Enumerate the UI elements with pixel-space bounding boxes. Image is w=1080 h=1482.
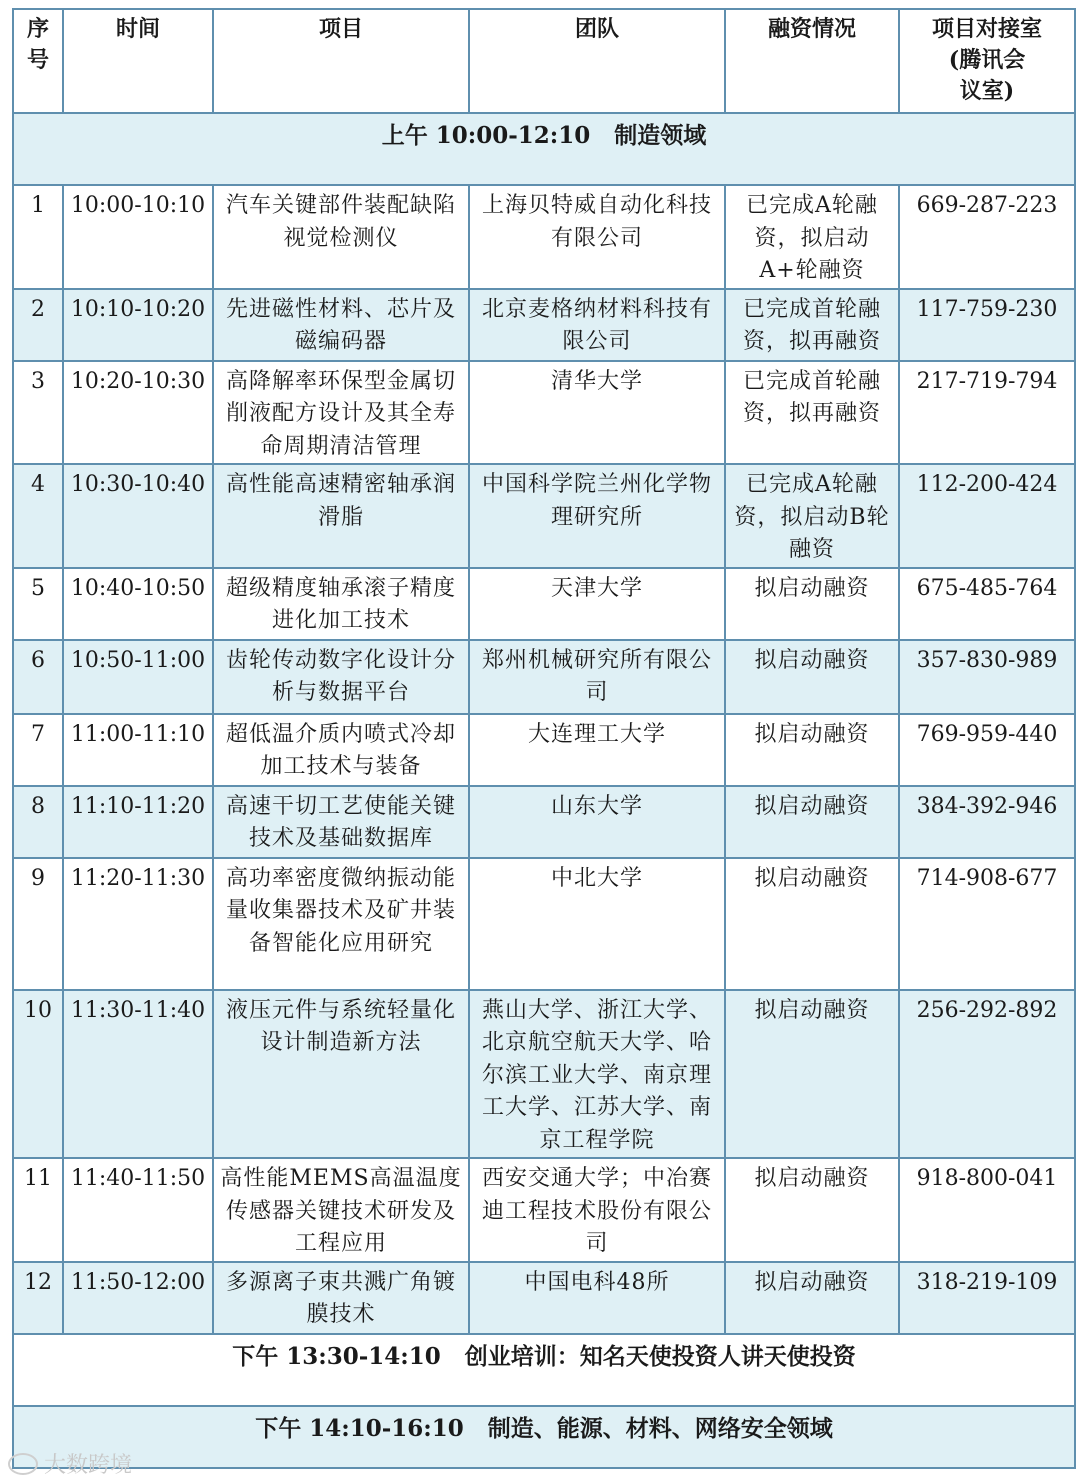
row-team: 清华大学 <box>469 361 725 465</box>
header-team: 团队 <box>469 9 725 113</box>
row-team: 西安交通大学；中冶赛迪工程技术股份有限公司 <box>469 1158 725 1262</box>
row-time: 10:40-10:50 <box>63 568 213 640</box>
row-team: 天津大学 <box>469 568 725 640</box>
row-funding: 拟启动融资 <box>725 858 899 990</box>
row-time: 11:20-11:30 <box>63 858 213 990</box>
row-no: 6 <box>13 640 63 714</box>
table-row <box>13 990 1075 1159</box>
row-room: 318-219-109 <box>899 1262 1075 1334</box>
row-funding: 已完成首轮融资，拟再融资 <box>725 361 899 465</box>
section-morning <box>13 113 1075 185</box>
row-funding: 已完成首轮融资，拟再融资 <box>725 289 899 361</box>
row-funding: 拟启动融资 <box>725 1262 899 1334</box>
section-training <box>13 1334 1075 1406</box>
row-time: 10:20-10:30 <box>63 361 213 465</box>
row-no: 8 <box>13 786 63 858</box>
header-row <box>13 9 1075 113</box>
row-team: 郑州机械研究所有限公司 <box>469 640 725 714</box>
table-row <box>13 361 1075 465</box>
table-row <box>13 185 1075 289</box>
table-row <box>13 1262 1075 1334</box>
table-row <box>13 714 1075 786</box>
row-no: 12 <box>13 1262 63 1334</box>
row-funding: 拟启动融资 <box>725 990 899 1159</box>
watermark-logo-icon <box>8 1453 38 1475</box>
row-room: 669-287-223 <box>899 185 1075 289</box>
row-funding: 已完成A轮融资，拟启动B轮融资 <box>725 464 899 568</box>
row-project: 高速干切工艺使能关键技术及基础数据库 <box>213 786 469 858</box>
row-time: 11:00-11:10 <box>63 714 213 786</box>
row-project: 先进磁性材料、芯片及磁编码器 <box>213 289 469 361</box>
row-room: 714-908-677 <box>899 858 1075 990</box>
row-funding: 拟启动融资 <box>725 568 899 640</box>
row-project: 高降解率环保型金属切削液配方设计及其全寿命周期清洁管理 <box>213 361 469 465</box>
row-no: 9 <box>13 858 63 990</box>
watermark-text: 大数跨境 <box>44 1453 133 1478</box>
row-team: 中北大学 <box>469 858 725 990</box>
table-row <box>13 1158 1075 1262</box>
section-afternoon <box>13 1406 1075 1468</box>
schedule-rows <box>13 185 1075 1334</box>
row-room: 117-759-230 <box>899 289 1075 361</box>
row-time: 11:10-11:20 <box>63 786 213 858</box>
header-time: 时间 <box>63 9 213 113</box>
row-time: 11:30-11:40 <box>63 990 213 1159</box>
row-no: 7 <box>13 714 63 786</box>
row-no: 3 <box>13 361 63 465</box>
section-afternoon-label: 下午 14:10-16:10 制造、能源、材料、网络安全领域 <box>13 1406 1075 1468</box>
row-room: 217-719-794 <box>899 361 1075 465</box>
row-time: 10:50-11:00 <box>63 640 213 714</box>
row-no: 11 <box>13 1158 63 1262</box>
row-no: 2 <box>13 289 63 361</box>
table-row <box>13 858 1075 990</box>
row-time: 10:30-10:40 <box>63 464 213 568</box>
row-no: 1 <box>13 185 63 289</box>
row-project: 汽车关键部件装配缺陷视觉检测仪 <box>213 185 469 289</box>
row-team: 上海贝特威自动化科技有限公司 <box>469 185 725 289</box>
table-row <box>13 568 1075 640</box>
row-room: 918-800-041 <box>899 1158 1075 1262</box>
header-funding: 融资情况 <box>725 9 899 113</box>
row-no: 4 <box>13 464 63 568</box>
row-funding: 拟启动融资 <box>725 714 899 786</box>
section-training-label: 下午 13:30-14:10 创业培训：知名天使投资人讲天使投资 <box>13 1334 1075 1406</box>
row-project: 多源离子束共溅广角镀膜技术 <box>213 1262 469 1334</box>
watermark <box>8 1448 132 1479</box>
row-project: 高性能MEMS高温温度传感器关键技术研发及工程应用 <box>213 1158 469 1262</box>
row-time: 10:10-10:20 <box>63 289 213 361</box>
section-morning-label: 上午 10:00-12:10 制造领域 <box>13 113 1075 185</box>
row-no: 5 <box>13 568 63 640</box>
row-room: 256-292-892 <box>899 990 1075 1159</box>
row-room: 769-959-440 <box>899 714 1075 786</box>
header-room: 项目对接室 (腾讯会 议室) <box>899 9 1075 113</box>
table-row <box>13 786 1075 858</box>
row-team: 中国电科48所 <box>469 1262 725 1334</box>
row-time: 11:50-12:00 <box>63 1262 213 1334</box>
schedule-table <box>12 8 1076 1469</box>
row-project: 齿轮传动数字化设计分析与数据平台 <box>213 640 469 714</box>
header-no: 序 号 <box>13 9 63 113</box>
table-row <box>13 640 1075 714</box>
row-project: 液压元件与系统轻量化设计制造新方法 <box>213 990 469 1159</box>
row-project: 高功率密度微纳振动能量收集器技术及矿井装备智能化应用研究 <box>213 858 469 990</box>
table-row <box>13 464 1075 568</box>
row-funding: 拟启动融资 <box>725 786 899 858</box>
row-team: 北京麦格纳材料科技有限公司 <box>469 289 725 361</box>
row-room: 384-392-946 <box>899 786 1075 858</box>
row-time: 10:00-10:10 <box>63 185 213 289</box>
row-room: 112-200-424 <box>899 464 1075 568</box>
row-no: 10 <box>13 990 63 1159</box>
row-funding: 拟启动融资 <box>725 640 899 714</box>
row-funding: 已完成A轮融资，拟启动A+轮融资 <box>725 185 899 289</box>
table-row <box>13 289 1075 361</box>
row-team: 燕山大学、浙江大学、北京航空航天大学、哈尔滨工业大学、南京理工大学、江苏大学、南京工程学院 <box>469 990 725 1159</box>
row-room: 675-485-764 <box>899 568 1075 640</box>
row-project: 高性能高速精密轴承润滑脂 <box>213 464 469 568</box>
row-project: 超级精度轴承滚子精度进化加工技术 <box>213 568 469 640</box>
header-project: 项目 <box>213 9 469 113</box>
row-project: 超低温介质内喷式冷却加工技术与装备 <box>213 714 469 786</box>
row-team: 山东大学 <box>469 786 725 858</box>
row-room: 357-830-989 <box>899 640 1075 714</box>
row-time: 11:40-11:50 <box>63 1158 213 1262</box>
row-team: 中国科学院兰州化学物理研究所 <box>469 464 725 568</box>
row-team: 大连理工大学 <box>469 714 725 786</box>
row-funding: 拟启动融资 <box>725 1158 899 1262</box>
